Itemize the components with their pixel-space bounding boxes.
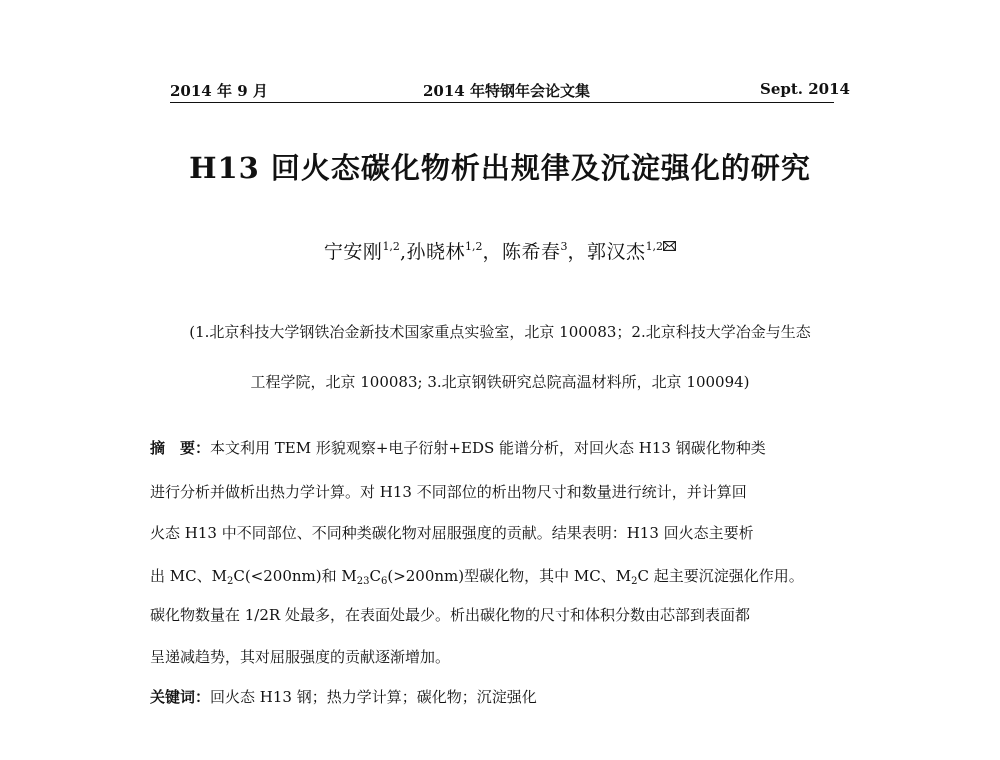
author-line bbox=[0, 234, 1000, 264]
paper-title: H13 回火态碳化物析出规律及沉淀强化的研究 bbox=[189, 151, 811, 185]
corresponding-mail-icon bbox=[663, 234, 676, 256]
abstract-line-1 bbox=[150, 437, 840, 458]
keywords-text: 回火态 H13 钢；热力学计算；碳化物；沉淀强化 bbox=[210, 688, 537, 706]
author-name: 郭汉杰 bbox=[587, 241, 646, 263]
abstract-label: 摘 要： bbox=[150, 439, 211, 457]
subscript: 2 bbox=[631, 576, 638, 587]
subscript: 6 bbox=[380, 576, 388, 587]
author-separator: , bbox=[399, 241, 407, 263]
abstract-line-6: 呈递减趋势，其对屈服强度的贡献逐渐增加。 bbox=[150, 648, 451, 666]
author-separator: ， bbox=[567, 241, 588, 263]
text-segment: (>200nm)型碳化物，其中 MC、M bbox=[387, 567, 632, 585]
abstract-line-4 bbox=[150, 565, 840, 587]
abstract-line-3: 火态 H13 中不同部位、不同种类碳化物对屈服强度的贡献。结果表明：H13 回火态主要析 bbox=[150, 524, 754, 542]
subscript: 23 bbox=[356, 576, 370, 587]
text-segment: C(<200nm)和 M bbox=[233, 567, 357, 585]
header-rule bbox=[170, 102, 834, 103]
author-affil-mark: 3 bbox=[560, 240, 568, 253]
author-name: 陈希春 bbox=[502, 241, 561, 263]
keywords-line bbox=[150, 686, 840, 707]
author-affil-mark: 1,2 bbox=[382, 240, 400, 253]
affiliation-line-2: 工程学院，北京 100083; 3.北京钢铁研究总院高温材料所，北京 100094) bbox=[250, 373, 750, 391]
text-segment: C bbox=[369, 567, 381, 585]
author-name: 宁安刚 bbox=[323, 241, 383, 263]
author-affil-mark: 1,2 bbox=[465, 240, 483, 253]
author-separator: ， bbox=[482, 241, 503, 263]
author-affil-mark: 1,2 bbox=[645, 240, 664, 253]
abstract-text: 本文利用 TEM 形貌观察+电子衍射+EDS 能谱分析，对回火态 H13 钢碳化物种类 bbox=[210, 439, 766, 457]
header-date-en: Sept. 2014 bbox=[760, 80, 850, 98]
subscript: 2 bbox=[226, 576, 234, 587]
abstract-line-2: 进行分析并做析出热力学计算。对 H13 不同部位的析出物尺寸和数量进行统计，并计算回 bbox=[150, 483, 747, 501]
header-date-cn: 2014 年 9 月 bbox=[170, 82, 268, 100]
abstract-line-5: 碳化物数量在 1/2R 处最多，在表面处最少。析出碳化物的尺寸和体积分数由芯部到表面都 bbox=[150, 606, 750, 624]
header-proceedings: 2014 年特钢年会论文集 bbox=[423, 82, 590, 100]
text-segment: C 起主要沉淀强化作用。 bbox=[637, 567, 804, 585]
keywords-label: 关键词： bbox=[150, 688, 211, 706]
affiliation-line-1: (1.北京科技大学钢铁冶金新技术国家重点实验室，北京 100083；2.北京科技大学冶金与生态 bbox=[189, 323, 811, 341]
author-name: 孙晓林 bbox=[406, 241, 465, 263]
text-segment: 出 MC、M bbox=[150, 567, 227, 585]
